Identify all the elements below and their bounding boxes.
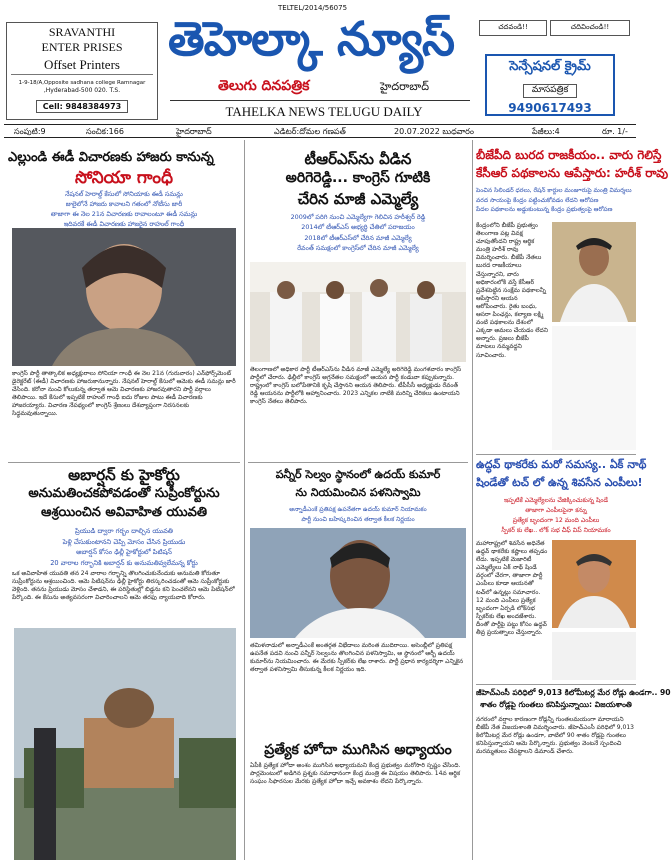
sonia-photo <box>12 228 236 366</box>
ap-body: ఏపీకి ప్రత్యేక హోదా అంశం ముగిసిన అధ్యాయమని కేంద్ర ప్రభుత్వం మరోసారి స్పష్టం చేసింది. పార్లమెంటులో అడిగిన ప్రశ్నకు సమాధానంగా కేంద్ర మంత్రి ఈ విషయం తెలిపారు. 14వ ఆర్థిక సంఘం సిఫారసుల మేరకు ప్రత్యేక హోదా ఇచ్చే అవకాశం లేదని పేర్కొన్నారు. <box>250 762 461 786</box>
uddhav-headline-1: ఉద్ధవ్ థాకరేకు మరో సమస్య.. ఏక్ నాథ్ <box>476 458 647 471</box>
court-headline-3: ఆశ్రయించిన అవివాహిత యువతి <box>40 505 207 520</box>
court-sub3: అబార్షన్ కోసం ఢిల్లీ హైకోర్టులో పిటిషన్ <box>76 548 172 557</box>
info-volume: సంపుటి:9 <box>14 127 46 136</box>
court-sub2: పెళ్లి చేసుకుంటానని చెప్పి మోసం చేసిన ప్రియుడు <box>62 537 186 546</box>
printer-cell: Cell: 9848384973 <box>36 100 128 113</box>
printer-name3: Offset Printers <box>44 57 120 72</box>
uddhav-photo-side <box>552 632 636 680</box>
trs-subheads <box>248 212 468 253</box>
info-issue: సంచిక:166 <box>86 127 124 136</box>
uddhav-photo <box>552 540 636 628</box>
harish-photo-caption-area <box>552 326 636 450</box>
trs-sub3: 2018లో టీఆర్ఎస్‌లో చేరిన మాజీ ఎమ్మెల్యే <box>304 233 412 242</box>
trs-headline-1: టీఆర్ఎస్‌ను వీడిన <box>304 150 412 168</box>
uddhav-sub2: తాజాగా ఎంపీలపైనా కన్ను <box>525 506 587 514</box>
bjp-sub1: పెంచిన సిలిండర్ ధరలు, రేషన్ కార్డుల మంజూరుపై మంత్రి విమర్శలు <box>476 187 632 194</box>
printer-box <box>6 22 158 120</box>
uddhav-body: మహారాష్ట్రలో శివసేన అధినేత ఉద్ధవ్ థాకరేకు కష్టాలు తప్పడం లేదు. ఇప్పటికే మెజారిటీ ఎమ్మెల్యేలు ఏక్ నాథ్ షిండే వర్గంలో చేరగా, తాజాగా పార్టీ ఎంపీలు కూడా ఆయనతో టచ్‌లో ఉన్నట్లు సమాచారం. 12 మంది ఎంపీలు ప్రత్యేక బృందంగా ఏర్పడి లోక్‌సభ స్పీకర్‌కు లేఖ అందజేశారు. దీంతో పార్టీపై పట్టు కోసం ఉద్ధవ్ తీవ్ర ప్రయత్నాలు చేస్తున్నారు. <box>476 540 548 637</box>
court-headline-2: అనుమతించకపోవడంతో సుప్రీంకోర్టును <box>28 486 220 501</box>
supreme-court-photo <box>14 628 236 860</box>
ops-headline-2: ను నియమించిన పళనిస్వామి <box>295 486 421 499</box>
masthead-title: తెహెల్కా న్యూస్ <box>168 12 454 67</box>
sister-paper-phone: 9490617493 <box>508 101 592 115</box>
ap-headline: ప్రత్యేక హోదా ముగిసిన అధ్యాయం <box>264 742 452 758</box>
ghmc-headline-1: జీహెచ్ఎంసీ పరిధిలో 9,013 కిలోమీటర్ల మేర రోడ్లు ఉండగా.. 90 <box>476 688 671 697</box>
right-promo-2: చదివించండి!! <box>550 20 630 36</box>
sister-paper-sub: మాసపత్రిక <box>523 84 578 98</box>
info-bar <box>4 124 636 138</box>
trs-body: తెలంగాణలో అధికార పార్టీ టీఆర్ఎస్‌ను వీడిన మాజీ ఎమ్మెల్యే అరిగెరెడ్డి మంగళవారం కాంగ్రెస్ పార్టీలో చేరారు. ఢిల్లీలో కాంగ్రెస్ అగ్రనేతల సమక్షంలో ఆయన పార్టీ కండువా కప్పుకున్నారు. రాష్ట్రంలో కాంగ్రెస్ బలోపేతానికి కృషి చేస్తానని ఆయన తెలిపారు. టీపీసీసీ అధ్యక్షుడు రేవంత్ రెడ్డి ఆయనను పార్టీలోకి ఆహ్వానించారు. 2023 ఎన్నికల నాటికి మరిన్ని చేరికలు ఉంటాయని కాంగ్రెస్ నేతలు తెలిపారు. <box>250 366 462 406</box>
bjp-headline-1: బీజేపీది బురద రాజకీయం.. వారు గెలిస్తే <box>476 148 662 162</box>
ops-photo <box>250 528 466 638</box>
uddhav-subheads <box>476 496 636 536</box>
bjp-sub2: వరద సాయంపై కేంద్రం పట్టించుకోవడం లేదని ఆరోపణ <box>476 196 599 204</box>
printer-addr2: ,Hyderabad-500 020. T.S. <box>43 87 121 94</box>
court-headline-1: అబార్షన్ కు హైకోర్టు <box>68 466 180 484</box>
sister-paper-title: సెన్సేషనల్ క్రైమ్ <box>509 59 591 74</box>
ops-sub1: అన్నాడీఎంకే ప్రతిపక్ష ఉపనేతగా ఉదయ్ కుమార్ నియామకం <box>289 506 427 513</box>
masthead-subtitle-city: హైదరాబాద్ <box>380 80 429 93</box>
info-editor: ఎడిటర్:దోమల గణపత్ <box>274 127 346 136</box>
sonia-headline-2: సోనియా గాంధీ <box>74 168 174 188</box>
sonia-sub3: తాజాగా ఈ నెల 21న విచారణకు రావాలంటూ ఈడీ సమన్లు <box>50 209 198 218</box>
ghmc-body: నగరంలో వర్షాల కారణంగా రోడ్లన్నీ గుంతలమయంగా మారాయని బీజేపీ నేత విజయశాంతి విమర్శించారు. జీహెచ్ఎంసీ పరిధిలో 9,013 కిలోమీటర్ల మేర రోడ్లు ఉండగా, వాటిలో 90 శాతం రోడ్లపై గుంతలు కనిపిస్తున్నాయని ఆమె పేర్కొన్నారు. ప్రభుత్వం వెంటనే స్పందించి మరమ్మతులు చేపట్టాలని డిమాండ్ చేశారు. <box>476 716 634 756</box>
sister-paper-box <box>485 54 615 116</box>
bjp-headline-2: కేసీఆర్ పథకాలను ఆపేస్తారు: హరీశ్ రావు <box>476 166 669 180</box>
trs-photo <box>250 262 466 362</box>
info-city: హైదరాబాద్ <box>176 127 212 136</box>
sonia-sub1: నేషనల్ హెరాల్డ్ కేసులో సోనియాకు ఈడీ సమన్లు <box>65 190 183 198</box>
ops-subheads <box>248 505 468 524</box>
printer-addr1: 1-9-18/A,Opposite sadhana college Ramnagar <box>18 80 146 86</box>
masthead-english-name: TAHELKA NEWS TELUGU DAILY <box>225 104 423 119</box>
bjp-subheads <box>476 186 636 215</box>
sonia-headline-1: ఎల్లుండి ఈడీ విచారణకు హాజరు కానున్న <box>8 150 214 165</box>
ops-headline-1: పన్నీర్ సెల్వం స్థానంలో ఉదయ్ కుమార్ <box>275 468 441 481</box>
registration-number: TELTEL/2014/56075 <box>278 4 348 12</box>
printer-name1: SRAVANTHI <box>48 25 116 39</box>
uddhav-sub3: ప్రత్యేక బృందంగా 12 మంది ఎంపీలు <box>512 516 600 524</box>
ops-body: తమిళనాడులో అన్నాడీఎంకే అంతర్గత విభేదాలు మరింత ముదిరాయి. అసెంబ్లీలో ప్రతిపక్ష ఉపనేత పదవి నుంచి పన్నీర్ సెల్వంను తొలగించిన పళనిస్వామి, ఆ స్థానంలో ఆర్బీ ఉదయ్ కుమార్‌ను నియమించారు. ఈ మేరకు స్పీకర్‌కు లేఖ రాశారు. పార్టీ ప్రధాన కార్యదర్శిగా ఎన్నికైన తర్వాత పళనిస్వామి తీసుకున్న కీలక నిర్ణయం ఇది. <box>250 642 464 674</box>
sonia-body: కాంగ్రెస్ పార్టీ తాత్కాలిక అధ్యక్షురాలు సోనియా గాంధీ ఈ నెల 21న (గురువారం) ఎన్‌ఫోర్స్‌మెంట్ డైరెక్టరేట్ (ఈడీ) విచారణకు హాజరుకానున్నారు. నేషనల్ హెరాల్డ్ కేసులో ఆమెకు ఈడీ సమన్లు జారీ చేసింది. కరోనా నుంచి కోలుకున్న తర్వాత ఆమె విచారణకు హాజరవుతారని పార్టీ వర్గాలు తెలిపాయి. ఇదే కేసులో ఇప్పటికే రాహుల్ గాంధీ ఐదు రోజుల పాటు ఈడీ విచారణకు హాజరయ్యారు. విచారణ నేపథ్యంలో కాంగ్రెస్ శ్రేణులు దేశవ్యాప్తంగా నిరసనలకు సిద్ధమవుతున్నాయి. <box>12 370 236 418</box>
trs-headline-3: చేరిన మాజీ ఎమ్మెల్యే <box>297 190 419 208</box>
info-price: రూ. 1/- <box>602 127 628 136</box>
trs-sub2: 2014లో టీఆర్ఎస్ అభ్యర్థి చేతిలో పరాజయం <box>301 223 415 232</box>
sonia-sub4: ఇదివరకే ఈడీ విచారణకు హాజరైన రాహుల్ గాంధీ <box>63 219 185 228</box>
court-sub4: 20 వారాల గర్భానికి అబార్షన్ కు అనుమతివ్వలేమన్న కోర్టు <box>50 558 198 567</box>
trs-sub4: రేవంత్ సమక్షంలో కాంగ్రెస్‌లో చేరిన మాజీ ఎమ్మెల్యే <box>297 243 419 252</box>
ops-sub2: పార్టీ నుంచి బహిష్కరించిన తర్వాత కీలక నిర్ణయం <box>301 515 415 523</box>
info-pages: పేజీలు:4 <box>532 127 560 136</box>
sonia-subheads <box>8 190 240 230</box>
ghmc-headline-2: శాతం రోడ్లపై గుంతలు కనిపిస్తున్నాయి: విజయశాంతి <box>480 700 632 709</box>
trs-sub1: 2009లో పరిగి నుంచి ఎమ్మెల్యేగా గెలిచిన హరీశ్వర్ రెడ్డి <box>290 213 426 221</box>
uddhav-headline-2: షిండేతో టచ్ లో ఉన్న శివసేన ఎంపీలు! <box>476 476 643 489</box>
court-sub1: ప్రియుడి ద్వారా గర్భం దాల్చిన యువతి <box>75 527 173 535</box>
masthead-subtitle-lang: తెలుగు దినపత్రిక <box>218 78 310 94</box>
trs-headline-2: అరిగెరెడ్డి... కాంగ్రెస్ గూటికి <box>285 170 431 186</box>
right-promo-1: చదవండి!! <box>479 20 547 36</box>
info-date: 20.07.2022 బుధవారం <box>394 127 474 136</box>
printer-name2: ENTER PRISES <box>41 40 123 54</box>
harish-rao-photo <box>552 222 636 322</box>
bjp-sub3: పేదల పథకాలను అడ్డుకుంటున్న కేంద్రం ప్రభుత్వంపై ఆరోపణ <box>476 206 613 214</box>
uddhav-sub4: స్పీకర్ కు లేఖ.. లోక్ సభ చీఫ్ విప్ నియామకం <box>501 526 611 534</box>
uddhav-sub1: ఇప్పటికే ఎమ్మెల్యేలను చేజిక్కించుకున్న షిండే <box>503 497 609 504</box>
court-subheads <box>8 526 240 568</box>
bjp-body-left: కేంద్రంలోని బీజేపీ ప్రభుత్వం తెలంగాణ పట్ల వివక్ష చూపుతోందని రాష్ట్ర ఆర్థిక మంత్రి హరీశ్ రావు విమర్శించారు. బీజేపీ నేతలు బురద రాజకీయాలు చేస్తున్నారని, వారు అధికారంలోకి వస్తే కేసీఆర్ ప్రవేశపెట్టిన సంక్షేమ పథకాలన్నీ ఆపేస్తారని ఆయన ఆరోపించారు. రైతు బంధు, ఆసరా పింఛన్లు, కల్యాణ లక్ష్మి వంటి పథకాలను దేశంలో ఎక్కడా అమలు చేయడం లేదని అన్నారు. ప్రజలు బీజేపీ మాటలు నమ్మవద్దని సూచించారు. <box>476 222 548 359</box>
court-body: ఒక అవివాహిత యువతి తన 24 వారాల గర్భాన్ని తొలగించుకునేందుకు అనుమతి కోరుతూ సుప్రీంకోర్టును ఆశ్రయించింది. ఆమె పిటిషన్‌ను ఢిల్లీ హైకోర్టు తిరస్కరించడంతో ఆమె సుప్రీంకోర్టుకు వెళ్లింది. తనను ప్రియుడు మోసం చేశాడని, ఈ పరిస్థితుల్లో బిడ్డను కని పెంచలేనని ఆమె పిటిషన్‌లో పేర్కొంది. ఈ కేసును అత్యవసరంగా విచారించాలని ఆమె తరఫు న్యాయవాది కోరారు. <box>12 570 235 602</box>
sonia-sub2: జులైలోనే హాజరు కావాలని గతంలో నోటీసు జారీ <box>65 199 183 208</box>
